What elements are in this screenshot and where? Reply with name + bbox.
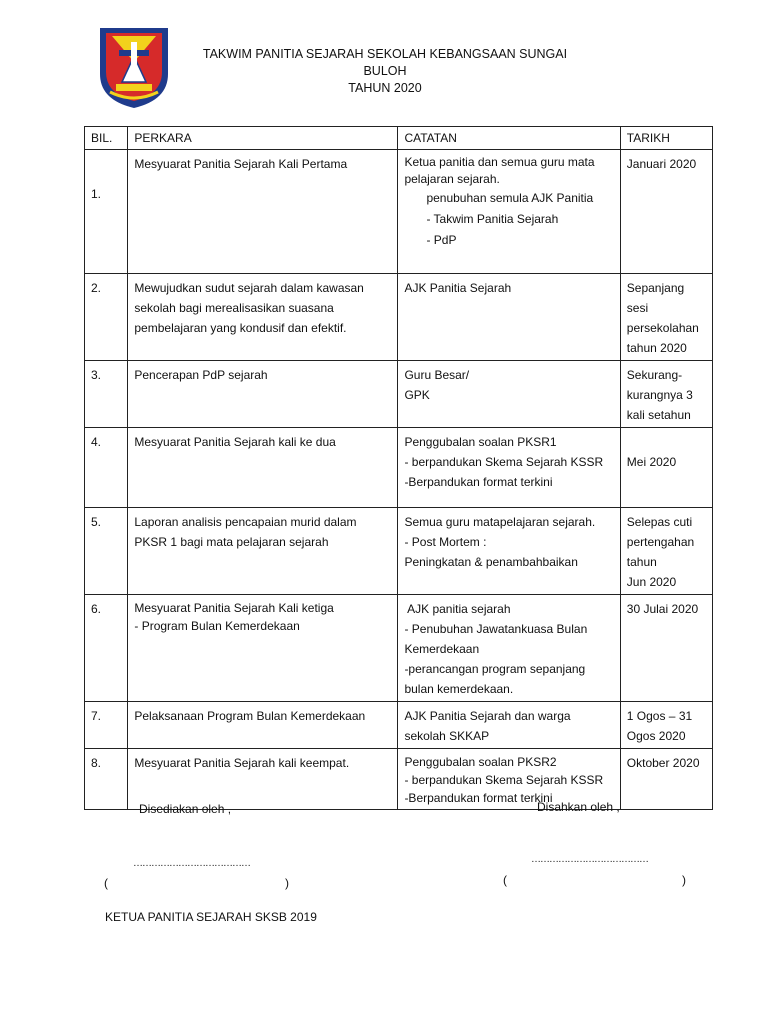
tarikh-line: tahun 2020: [626, 341, 687, 355]
catatan-line: -Berpandukan format terkini: [404, 791, 553, 805]
table-row: [85, 428, 713, 508]
catatan-line: sekolah SKKAP: [404, 729, 490, 743]
document-title: [180, 46, 590, 97]
catatan-line: Ketua panitia dan semua guru mata pelajaran sejarah.: [404, 155, 595, 186]
cell-perkara: [128, 508, 398, 595]
cell-tarikh: [620, 361, 712, 428]
cell-tarikh: [620, 150, 712, 274]
cell-perkara: [128, 702, 398, 749]
table-row: [85, 595, 713, 702]
tarikh-line: Januari 2020: [626, 157, 697, 171]
perkara-line: Mewujudkan sudut sejarah dalam kawasan: [134, 281, 364, 295]
catatan-line: AJK Panitia Sejarah dan warga: [404, 709, 571, 723]
catatan-line: Semua guru matapelajaran sejarah.: [404, 515, 596, 529]
name-paren-open-right: (: [503, 873, 507, 887]
tarikh-line: pertengahan: [626, 535, 695, 549]
cell-tarikh: [620, 702, 712, 749]
catatan-line: - Penubuhan Jawatankuasa Bulan: [404, 622, 588, 636]
cell-tarikh: [620, 595, 712, 702]
catatan-line: Guru Besar/: [404, 368, 470, 382]
tarikh-line: Sepanjang: [626, 281, 685, 295]
perkara-line: Mesyuarat Panitia Sejarah Kali Pertama: [134, 157, 348, 171]
takwim-table: [84, 126, 713, 810]
catatan-line: penubuhan semula AJK Panitia: [426, 191, 594, 205]
bil-text: 3.: [91, 368, 102, 382]
cell-catatan: [398, 508, 620, 595]
header-catatan: CATATAN: [398, 127, 620, 150]
cell-catatan: [398, 428, 620, 508]
tarikh-line: Ogos 2020: [626, 729, 686, 743]
signature-line-right: …………………………………: [531, 854, 648, 865]
header-bil: BIL.: [85, 127, 128, 150]
table-row: [85, 702, 713, 749]
catatan-line: AJK Panitia Sejarah: [404, 281, 512, 295]
cell-bil: [85, 428, 128, 508]
tarikh-line: Oktober 2020: [626, 756, 700, 770]
cell-perkara: [128, 274, 398, 361]
cell-bil: [85, 595, 128, 702]
catatan-line: - berpandukan Skema Sejarah KSSR: [404, 455, 604, 469]
cell-bil: [85, 508, 128, 595]
perkara-line: Mesyuarat Panitia Sejarah kali ke dua: [134, 435, 336, 449]
catatan-line: - Post Mortem :: [404, 535, 487, 549]
cell-perkara: [128, 361, 398, 428]
perkara-line: Pelaksanaan Program Bulan Kemerdekaan: [134, 709, 366, 723]
tarikh-line: Jun 2020: [626, 575, 677, 589]
catatan-line: GPK: [404, 388, 430, 402]
bil-text: 7.: [91, 709, 102, 723]
cell-tarikh: [620, 508, 712, 595]
table-row: [85, 508, 713, 595]
cell-catatan: [398, 274, 620, 361]
table-row: [85, 361, 713, 428]
cell-bil: [85, 274, 128, 361]
bil-text: 5.: [91, 515, 102, 529]
catatan-line: -perancangan program sepanjang: [404, 662, 586, 676]
catatan-line: Penggubalan soalan PKSR2: [404, 755, 557, 769]
cell-tarikh: [620, 274, 712, 361]
cell-tarikh: [620, 428, 712, 508]
prepared-by-label: Disediakan oleh ,: [139, 802, 232, 816]
cell-catatan: [398, 702, 620, 749]
cell-bil: [85, 150, 128, 274]
cell-perkara: [128, 749, 398, 810]
tarikh-line: sesi: [626, 301, 649, 315]
catatan-line: AJK panitia sejarah: [404, 602, 511, 616]
table-row: [85, 150, 713, 274]
cell-catatan: [398, 595, 620, 702]
catatan-line: Penggubalan soalan PKSR1: [404, 435, 557, 449]
perkara-line: Pencerapan PdP sejarah: [134, 368, 268, 382]
bil-text: 4.: [91, 435, 102, 449]
header-tarikh: TARIKH: [620, 127, 712, 150]
table-header-row: [85, 127, 713, 150]
tarikh-line: kurangnya 3: [626, 388, 693, 402]
name-paren-open-left: (: [104, 876, 108, 890]
header-perkara: PERKARA: [128, 127, 398, 150]
bil-text: 8.: [91, 756, 102, 770]
cell-catatan: [398, 150, 620, 274]
cell-bil: [85, 361, 128, 428]
cell-perkara: [128, 595, 398, 702]
perkara-line: sekolah bagi merealisasikan suasana: [134, 301, 334, 315]
perkara-line: Laporan analisis pencapaian murid dalam: [134, 515, 357, 529]
tarikh-line: Sekurang-: [626, 368, 683, 382]
cell-perkara: [128, 150, 398, 274]
catatan-line: - PdP: [426, 233, 457, 247]
bil-text: 1.: [91, 186, 102, 201]
bil-text: 6.: [91, 602, 102, 616]
approved-by-label: Disahkan oleh ,: [537, 800, 620, 814]
name-paren-close-left: ): [285, 876, 289, 890]
bil-text: 2.: [91, 281, 102, 295]
cell-perkara: [128, 428, 398, 508]
cell-catatan: [398, 361, 620, 428]
perkara-line: Mesyuarat Panitia Sejarah kali keempat.: [134, 756, 350, 770]
table-row: [85, 274, 713, 361]
catatan-line: Kemerdekaan: [404, 642, 480, 656]
cell-bil: [85, 702, 128, 749]
signatory-role: KETUA PANITIA SEJARAH SKSB 2019: [105, 910, 317, 924]
school-crest-logo: [92, 22, 176, 110]
cell-tarikh: [620, 749, 712, 810]
catatan-line: - Takwim Panitia Sejarah: [426, 212, 559, 226]
perkara-line: - Program Bulan Kemerdekaan: [134, 619, 300, 633]
tarikh-line: Mei 2020: [626, 455, 677, 469]
catatan-line: -Berpandukan format terkini: [404, 475, 553, 489]
tarikh-line: persekolahan: [626, 321, 699, 335]
perkara-line: PKSR 1 bagi mata pelajaran sejarah: [134, 535, 329, 549]
tarikh-line: Selepas cuti: [626, 515, 693, 529]
cell-bil: [85, 749, 128, 810]
signature-line-left: …………………………………: [133, 858, 250, 869]
catatan-line: bulan kemerdekaan.: [404, 682, 514, 696]
catatan-line: Peningkatan & penambahbaikan: [404, 555, 578, 569]
title-line-1: TAKWIM PANITIA SEJARAH SEKOLAH KEBANGSAAN SUNGAI BULOH: [202, 47, 568, 78]
perkara-line: pembelajaran yang kondusif dan efektif.: [134, 321, 347, 335]
name-paren-close-right: ): [682, 873, 686, 887]
tarikh-line: 30 Julai 2020: [626, 602, 699, 616]
perkara-line: Mesyuarat Panitia Sejarah Kali ketiga: [134, 601, 334, 615]
tarikh-line: tahun: [626, 555, 657, 569]
tarikh-line: kali setahun: [626, 408, 691, 422]
tarikh-line: 1 Ogos – 31: [626, 709, 693, 723]
title-line-2: TAHUN 2020: [348, 81, 422, 95]
catatan-line: - berpandukan Skema Sejarah KSSR: [404, 773, 604, 787]
